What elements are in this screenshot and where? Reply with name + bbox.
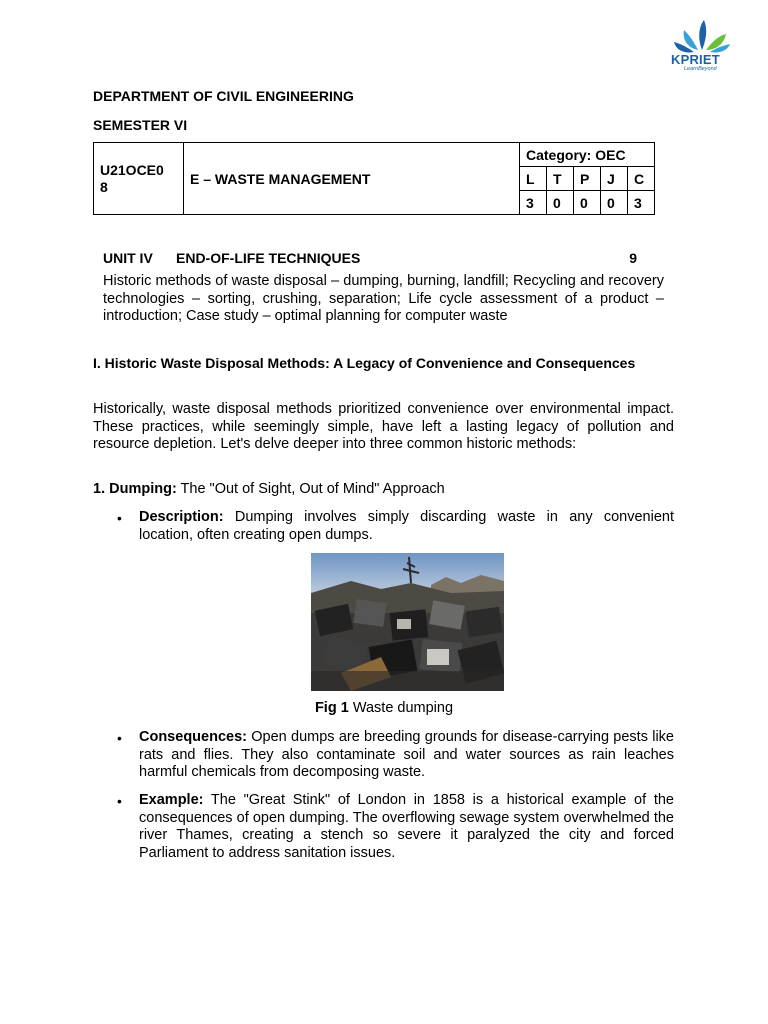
waste-dumping-photo	[311, 553, 504, 691]
ltpjc-label: P	[574, 167, 601, 191]
ltpjc-value: 0	[601, 191, 628, 215]
course-table	[93, 142, 655, 215]
section-heading: I. Historic Waste Disposal Methods: A Legacy of Convenience and Consequences	[93, 355, 636, 371]
consequences-text: Open dumps are breeding grounds for disease-carrying pests like rats and flies. They also contaminate soil and water sources as rain leaches harmful chemicals from decomposing waste.	[139, 729, 674, 780]
description-label: Description:	[139, 509, 224, 525]
dumping-heading	[93, 481, 674, 499]
ltpjc-label: L	[520, 167, 547, 191]
figure-caption-text: Waste dumping	[348, 700, 454, 716]
logo-tagline: LearnBeyond	[684, 66, 717, 72]
example-item	[139, 792, 674, 862]
unit-syllabus: Historic methods of waste disposal – dumping, burning, landfill; Recycling and recovery technologies – sorting, crushing, separation; Life cycle assessment of a product – introduction; Case study – optimal planning for computer waste	[103, 273, 664, 324]
bullet-icon: •	[117, 793, 122, 809]
unit-number: UNIT IV	[103, 250, 153, 266]
ltpjc-value: 0	[574, 191, 601, 215]
semester-title: SEMESTER VI	[93, 117, 188, 133]
logo-name: KPRIET	[671, 52, 720, 67]
course-category-cell: Category: OEC	[520, 143, 655, 167]
figure-caption	[0, 700, 768, 716]
dumping-subtitle: The "Out of Sight, Out of Mind" Approach	[176, 481, 445, 497]
example-text: The "Great Stink" of London in 1858 is a historical example of the consequences of open dumping. The overflowing sewage system overwhelmed the river Thames, creating a stench so severe it paralyzed the city and forced Parliament to address sanitation issues.	[139, 792, 674, 861]
description-text: Dumping involves simply discarding waste in any convenient location, often creating open dumps.	[139, 509, 674, 543]
section-intro: Historically, waste disposal methods prioritized convenience over environmental impact. These practices, while seemingly simple, have left a lasting legacy of pollution and resource depletion. Let's delve deeper into three common historic methods:	[93, 401, 674, 452]
ltpjc-value: 3	[520, 191, 547, 215]
course-code-cell: U21OCE0 8	[94, 143, 184, 215]
dumping-label: 1. Dumping:	[93, 481, 177, 497]
unit-title: END-OF-LIFE TECHNIQUES	[176, 250, 361, 266]
description-item	[139, 509, 674, 544]
bullet-icon: •	[117, 730, 122, 746]
example-label: Example:	[139, 792, 204, 808]
ltpjc-label: C	[628, 167, 655, 191]
ltpjc-value: 0	[547, 191, 574, 215]
course-title-cell: E – WASTE MANAGEMENT	[184, 143, 520, 215]
figure-label: Fig 1	[314, 700, 349, 716]
consequences-item	[139, 729, 674, 782]
bullet-icon: •	[117, 510, 122, 526]
unit-hours: 9	[629, 250, 637, 266]
consequences-label: Consequences:	[139, 729, 247, 745]
unit-header	[103, 250, 637, 266]
ltpjc-value: 3	[628, 191, 655, 215]
ltpjc-label: J	[601, 167, 628, 191]
ltpjc-label: T	[547, 167, 574, 191]
department-title: DEPARTMENT OF CIVIL ENGINEERING	[93, 88, 354, 104]
